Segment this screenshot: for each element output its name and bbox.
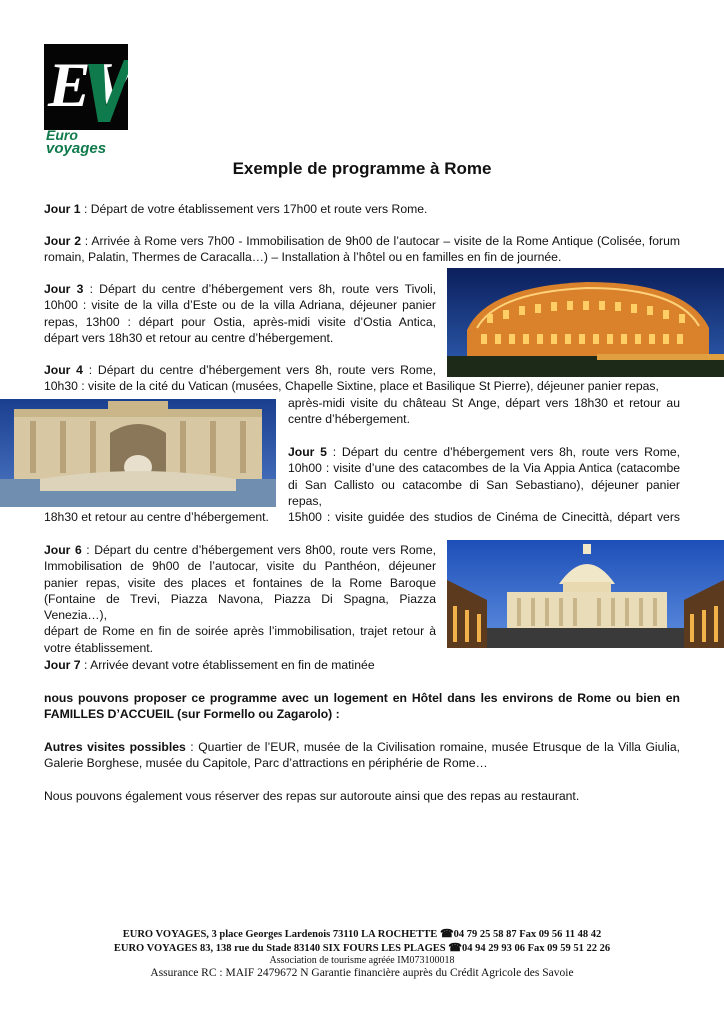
- footer-line-1: [0, 927, 724, 940]
- footer-phone-six-fours: 04 94 29 93 06 Fax 09 59 51 22 26: [461, 943, 611, 954]
- day-3-line-3: repas, 13h00 : départ pour Ostia, après-midi visite d’Ostia Antica,: [44, 314, 436, 329]
- day-5-line-5: 18h30 et retour au centre d’hébergement.: [44, 510, 269, 524]
- trevi-fountain-photo: [0, 399, 276, 507]
- day-6-line-3: panier repas, visite des places et fontaines de la Rome Baroque: [44, 575, 436, 590]
- day-3-paragraph: [44, 281, 436, 346]
- logo-monogram: [44, 44, 128, 130]
- day-1-text: : Départ de votre établissement vers 17h00 et route vers Rome.: [80, 202, 428, 216]
- day-5-paragraph: [288, 444, 680, 525]
- logo-brand: [46, 128, 130, 156]
- day-5-line-1: : Départ du centre d’hébergement vers 8h, route vers Rome,: [326, 445, 681, 459]
- footer-address-six-fours: EURO VOYAGES 83, 138 rue du Stade 83140 SIX FOURS LES PLAGES: [113, 943, 449, 954]
- day-5-line-2: 10h00 : visite d’une des catacombes de la Via Appia Antica (catacombe: [288, 461, 680, 476]
- day-3-line-2: 10h00 : visite de la villa d’Este ou de la villa Adriana, déjeuner panier: [44, 298, 436, 313]
- day-6-line-4: (Fontaine de Trevi, Piazza Navona, Piazza Di Spagna, Piazza Venezia…),: [44, 591, 436, 623]
- other-visits-text: : Quartier de l’EUR, musée de la Civilisation romaine, musée Etrusque de la Villa Giulia, Galerie Borghese, musée du Capitole, Parc d’attractions en périphérie de Rome…: [44, 740, 680, 771]
- lodging-note-text: nous pouvons proposer ce programme avec un logement en Hôtel dans les environs de Rome ou bien en FAMILLES D’ACCUEIL (sur Formello ou Zagarolo) :: [44, 691, 680, 722]
- day-6-paragraph: [44, 542, 436, 656]
- lodging-note: [44, 690, 680, 723]
- day-6-line-2: Immobilisation de 9h00 de l’autocar, visite du Panthéon, déjeuner: [44, 559, 436, 574]
- day-6-line-6: votre établissement.: [44, 640, 154, 655]
- footer-phone-la-rochette: 04 79 25 58 87 Fax 09 56 11 48 42: [453, 929, 602, 940]
- day-2-paragraph: [44, 233, 680, 266]
- day-5-line-3: di San Callisto ou catacombe di San Sebastiano), déjeuner panier repas,: [288, 477, 680, 508]
- day-1-label: Jour 1: [44, 202, 81, 216]
- colosseum-photo: [447, 268, 724, 377]
- day-7-label: Jour 7: [44, 658, 81, 672]
- day-5-label: Jour 5: [288, 445, 327, 459]
- logo: [44, 44, 128, 160]
- day-6-label: Jour 6: [44, 543, 82, 557]
- other-visits-label: Autres visites possibles: [44, 740, 186, 754]
- day-3-label: Jour 3: [44, 282, 84, 296]
- day-2-text: : Arrivée à Rome vers 7h00 - Immobilisation de 9h00 de l’autocar – visite de la Rome Antique (Colisée, forum romain, Palatin, Thermes de Caracalla…) – Installation à l’hôtel ou en familles en fin de journée.: [44, 234, 680, 265]
- phone-icon: ☎: [439, 928, 454, 940]
- footer-line-2: [0, 941, 724, 954]
- day-5-line-4: 15h00 : visite guidée des studios de Cinéma de Cinecittà, départ vers: [288, 510, 680, 525]
- day-6-line-1: : Départ du centre d’hébergement vers 8h00, route vers Rome,: [81, 543, 436, 557]
- phone-icon: ☎: [448, 942, 462, 954]
- footer-line-3: Association de tourisme agréée IM073100018: [269, 955, 455, 966]
- day-2-label: Jour 2: [44, 234, 81, 248]
- other-visits-paragraph: [44, 739, 680, 772]
- day-7-paragraph: [44, 657, 680, 673]
- logo-brand-line2: voyages: [46, 140, 107, 157]
- day-4-line-2: 10h30 : visite de la cité du Vatican (musées, Chapelle Sixtine, place et Basilique St Pierre), déjeuner panier repas,: [44, 379, 659, 394]
- footer-address-la-rochette: EURO VOYAGES, 3 place Georges Lardenois 73110 LA ROCHETTE: [122, 929, 440, 940]
- day-3-line-1: : Départ du centre d’hébergement vers 8h, route vers Tivoli,: [83, 282, 436, 296]
- footer-line-4: Assurance RC : MAIF 2479672 N Garantie financière auprès du Crédit Agricole des Savoie: [150, 967, 574, 979]
- day-4-paragraph-top: [44, 362, 680, 395]
- logo-monogram-text: EV: [48, 49, 128, 120]
- page-title: Exemple de programme à Rome: [232, 159, 492, 178]
- day-3-line-4: départ vers 18h30 et retour au centre d’hébergement.: [44, 330, 334, 345]
- meals-note: [44, 788, 680, 804]
- day-4-line-4: centre d’hébergement.: [288, 412, 410, 427]
- day-4-label: Jour 4: [44, 363, 83, 377]
- day-4-line-1: : Départ du centre d’hébergement vers 8h, route vers Rome,: [82, 363, 437, 377]
- day-4-paragraph-bottom: [288, 395, 680, 428]
- logo-brand-line1: Euro: [46, 127, 78, 143]
- day-1-paragraph: [44, 201, 680, 217]
- st-peters-basilica-photo: [447, 540, 724, 648]
- day-6-line-5: départ de Rome en fin de soirée après l’immobilisation, trajet retour à: [44, 624, 436, 639]
- day-7-text: : Arrivée devant votre établissement en fin de matinée: [80, 658, 375, 672]
- day-4-line-3: après-midi visite du château St Ange, départ vers 18h30 et retour au: [288, 396, 680, 410]
- meals-note-text: Nous pouvons également vous réserver des repas sur autoroute ainsi que des repas au restaurant.: [44, 789, 580, 803]
